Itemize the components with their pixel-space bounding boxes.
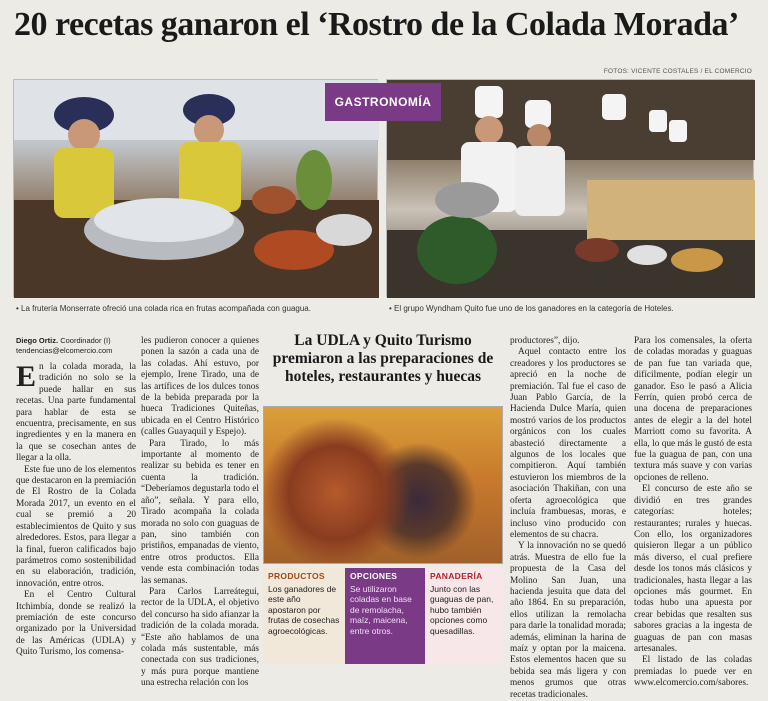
infobox-text: Se utilizaron coladas en base de remolacha, maíz, maicena, entre otros. <box>350 583 412 636</box>
article-paragraph: productores”, dijo. <box>510 336 580 346</box>
paragraph-text: n la colada morada, la tradición no solo se la puede hallar en sus recetas. Una parte fundamental para hablar de esta se encuentra, precisamente, en sus ingredientes y en la manera en la que se cosechan antes de llegar a la olla. <box>16 362 136 464</box>
article-column-1 <box>16 362 136 659</box>
article-paragraph: En el Centro Cultural Itchimbía, donde se realizó la premiación de este concurso organizado por la Universidad de las Américas (UDLA) y Quito Turismo, los comensa- <box>16 590 136 658</box>
photo-grupo-wyndham <box>386 79 754 297</box>
byline-email: tendencias@elcomercio.com <box>16 346 113 355</box>
infobox-title: PANADERÍA <box>430 571 483 581</box>
article-paragraph: Para los comensales, la oferta de coladas moradas y guaguas de pan fue tan variada que, difícilmente, podían elegir un ganador. Eso le pasó a Alicia Ferrín, quien probó cerca de una docena de preparaciones antes de elegir a la del hotel Marriott como su favorita. A ella, lo que más le gustó de esta fue la guagua de pan, con una textura más suave y con varias opciones de relleno. <box>634 336 752 483</box>
article-paragraph: les pudieron conocer a quienes ponen la sazón a cada una de las coladas. Ahí estuvo, por ejemplo, Irene Tirado, una de las artífices de los dulces tonos de la bebida preparada por la hueca Tradiciones Quiteñas, ubicada en el Centro Histórico (calles Guayaquil y Espejo). <box>141 336 259 438</box>
infobox-text: Junto con las guaguas de pan, hubo también opciones como quesadillas. <box>430 583 494 636</box>
article-paragraph: Aquel contacto entre los creadores y los productores se apreció en la noche de premiación. Tal fue el caso de Juan Pablo García, de la Hacienda Dulce María, quien mostró varios de los productos orgánicos con los cuales abasteció directamente a algunos de los locales que compitieron. Aquí también estuvieron los miembros de la asociación Thakiñan, con una oferta agroecológica que incluía frambuesas, moras, e incluso vino producido con elementos de su chacra. <box>510 347 626 540</box>
article-subhead: La UDLA y Quito Turismo premiaron a las preparaciones de hoteles, restaurantes y huecas <box>272 332 494 385</box>
photo-colada-morada-guaguas <box>263 406 503 564</box>
byline <box>16 336 112 356</box>
photo-fruteria-monserrate <box>13 79 378 297</box>
infobox-title: PRODUCTOS <box>268 571 325 581</box>
photo-right-illustration <box>387 80 755 298</box>
article-paragraph: Para Tirado, lo más importante al momento de realizar su bebida es tener en cuenta la tradición. “Deberíamos degustarla todo el año”, señala. Y para ello, Tirado acompaña la colada morada no solo con guaguas de pan, sino también con pristiños, empanadas de viento, entre otros productos. Ella vende esta combinación todas las semanas. <box>141 438 259 586</box>
article-column-4 <box>634 336 752 690</box>
infobox-text: Los ganadores de este año apostaron por frutas de cosechas agroecológicas. <box>268 583 340 636</box>
photo-caption-left: • La frutería Monserrate ofreció una colada rica en frutas acompañada con guagua. <box>16 304 311 313</box>
article-paragraph: Este fue uno de los elementos que destacaron en la premiación de El Rostro de la Colada Morada 2017, un evento en el cual se premió a 20 establecimientos de Quito y sus alrededores. Estos, para llegar a la final, fueron calificados bajo parámetros como sostenibilidad en su elaboración, tradición, innovación, entre otros. <box>16 464 136 589</box>
infobox-productos <box>263 568 345 664</box>
article-column-3 <box>510 336 626 701</box>
drop-cap: E <box>16 360 37 393</box>
byline-role: Coordinador (I) <box>60 336 111 345</box>
photo-caption-right: • El grupo Wyndham Quito fue uno de los ganadores en la categoría de Hoteles. <box>389 304 674 313</box>
article-paragraph: El concurso de este año se dividió en tres grandes categorías: hoteles; restaurantes; rurales y huecas. Con ello, los organizadores quisieron llegar a un público más diverso, el cual prefiere desde los tonos más clásicos y tradicionales, hasta llegar a las opciones más gourmet. En todas hubo una apuesta por crear bebidas que resalten sus sabores gracias a la ingesta de guaguas de pan con masas artesanales. <box>634 484 752 654</box>
infobox-panaderia <box>425 568 503 664</box>
infobox-opciones <box>345 568 425 664</box>
article-paragraph: Para Carlos Larreátegui, rector de la UDLA, el objetivo del concurso ha sido afianzar la tradición de la colada morada. “Este año hablamos de una colada más sustentable, más conectada con sus tradiciones, y más pura porque mantiene una estrecha relación con los <box>141 586 259 689</box>
article-column-2 <box>141 336 259 690</box>
headline: 20 recetas ganaron el ‘Rostro de la Colada Morada’ <box>14 6 739 43</box>
photo-credit: FOTOS: VICENTE COSTALES / EL COMERCIO <box>603 68 752 75</box>
article-paragraph: Y la innovación no se quedó atrás. Muestra de ello fue la propuesta de la Casa del Molino San Juan, una hacienda jesuita que data del año 1864. En su preparación, ellos utilizan la remolacha para darle la tonalidad morada; además, eliminan la harina de maíz y optan por la maicena. Estos elementos hacen que su bebida sea más ligera y con menos grumos que otras recetas tradicionales. <box>510 541 626 700</box>
infobox-title: OPCIONES <box>350 571 398 581</box>
byline-name: Diego Ortiz. <box>16 336 59 345</box>
article-paragraph <box>16 362 136 465</box>
section-tag: GASTRONOMÍA <box>325 83 441 121</box>
article-paragraph: El listado de las coladas premiadas lo puede ver en www.elcomercio.com/sabores. <box>634 655 752 689</box>
